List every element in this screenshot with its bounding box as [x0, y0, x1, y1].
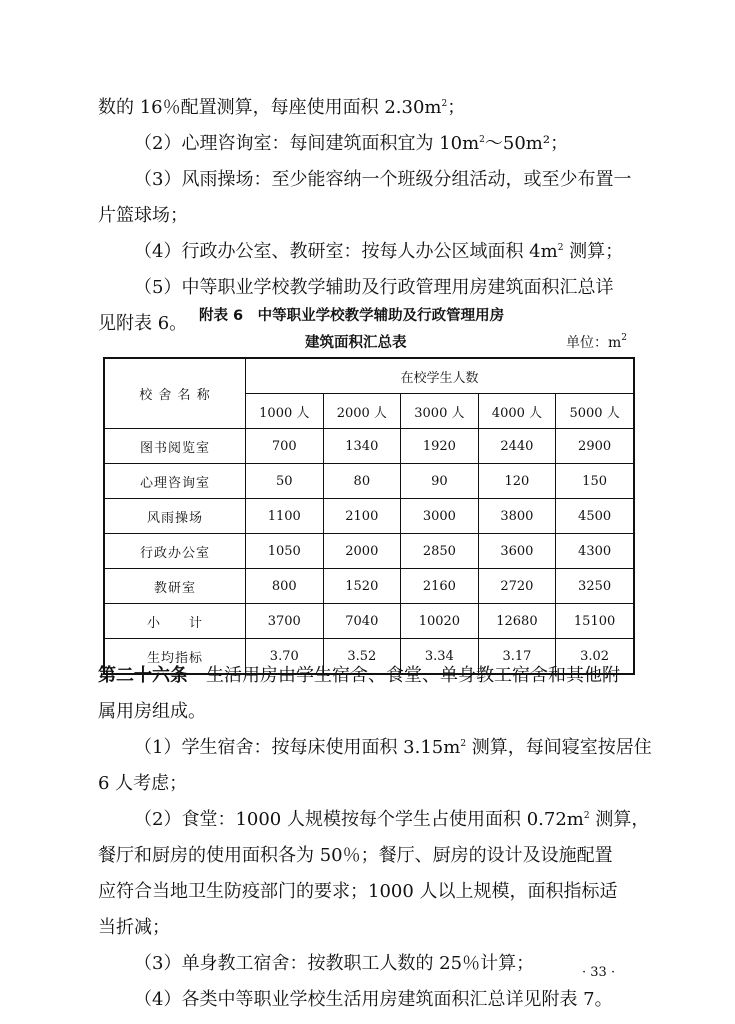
text-line: [134, 132, 568, 156]
table-cell: 4300: [556, 534, 634, 569]
table-cell: 3800: [478, 499, 556, 534]
text-line: （5）中等职业学校教学辅助及行政管理用房建筑面积汇总详: [134, 277, 614, 298]
text-line: [134, 736, 652, 760]
table-cell: 2440: [478, 429, 556, 464]
table-cell: 3.70: [246, 639, 324, 675]
superscript: 2: [479, 135, 485, 145]
superscript: 2: [441, 99, 448, 109]
table-cell: 15100: [556, 604, 634, 639]
table-cell: 2100: [323, 499, 401, 534]
line-text: 测算，每间寝室按居住: [466, 737, 652, 758]
line-text: 测算；: [563, 241, 624, 262]
line-text: 测算，: [589, 809, 650, 830]
article-text: 生活用房由学生宿舍、食堂、单身教工宿舍和其他附: [188, 665, 620, 686]
table-cell: 7040: [323, 604, 401, 639]
row-name: 教研室: [104, 569, 246, 604]
table-cell: 120: [478, 464, 556, 499]
table-cell: 1050: [246, 534, 324, 569]
row-name: 风雨操场: [104, 499, 246, 534]
superscript: 2: [621, 333, 628, 343]
page-number: · 33 ·: [582, 965, 616, 980]
table-cell: 2720: [478, 569, 556, 604]
table-cell: 12680: [478, 604, 556, 639]
row-name: 图书阅览室: [104, 429, 246, 464]
table-cell: 3000: [401, 499, 479, 534]
text-line: [134, 240, 623, 264]
column-header: 1000 人: [246, 394, 324, 429]
table-cell: 50: [246, 464, 324, 499]
table-cell: 150: [556, 464, 634, 499]
table-cell: 2160: [401, 569, 479, 604]
text-line: 见附表 6。: [98, 313, 188, 334]
row-name: 心理咨询室: [104, 464, 246, 499]
text-line: [134, 808, 649, 832]
superscript: 2: [583, 811, 590, 821]
table-cell: 1100: [246, 499, 324, 534]
table-row: [104, 534, 634, 569]
line-text: （2）心理咨询室：每间建筑面积宜为 10m: [134, 133, 480, 154]
text-line: （3）单身教工宿舍：按教职工人数的 25％计算；: [134, 953, 535, 974]
table-cell: 80: [323, 464, 401, 499]
line-text: （2）食堂：1000 人规模按每个学生占使用面积 0.72m: [134, 809, 584, 830]
unit-text: 单位：m: [566, 335, 622, 351]
table-cell: 1520: [323, 569, 401, 604]
column-header: 5000 人: [556, 394, 634, 429]
column-header: 4000 人: [478, 394, 556, 429]
text-line: （3）风雨操场：至少能容纳一个班级分组活动，或至少布置一: [134, 169, 632, 190]
text-line: 餐厅和厨房的使用面积各为 50％；餐厅、厨房的设计及设施配置: [98, 845, 613, 866]
corner-header: 校 舍 名 称: [104, 358, 246, 429]
row-name: 行政办公室: [104, 534, 246, 569]
table-cell: 2850: [401, 534, 479, 569]
table-cell: 1340: [323, 429, 401, 464]
line-text: （1）学生宿舍：按每床使用面积 3.15m: [134, 737, 461, 758]
table-cell: 1920: [401, 429, 479, 464]
line-text: ～50m²；: [484, 133, 569, 154]
table-cell: 700: [246, 429, 324, 464]
table-caption-line2: 建筑面积汇总表: [305, 335, 407, 351]
text-line: 应符合当地卫生防疫部门的要求；1000 人以上规模，面积指标适: [98, 881, 618, 902]
table-unit: [566, 333, 627, 353]
table-caption-line1: 附表 6 中等职业学校教学辅助及行政管理用房: [199, 308, 505, 324]
line-text: （4）行政办公室、教研室：按每人办公区域面积 4m: [134, 241, 558, 262]
table-row: [104, 429, 634, 464]
area-summary-table: [103, 357, 635, 675]
table-cell: 3.17: [478, 639, 556, 675]
table-header-row: [104, 358, 634, 394]
table-cell: 3.34: [401, 639, 479, 675]
text-line: 片篮球场；: [98, 205, 188, 226]
table-row: [104, 499, 634, 534]
superscript: 2: [557, 243, 564, 253]
table-cell: 3600: [478, 534, 556, 569]
table-cell: 10020: [401, 604, 479, 639]
table-row: [104, 464, 634, 499]
line-text: ；: [447, 97, 466, 118]
group-header: 在校学生人数: [246, 358, 635, 394]
table-cell: 4500: [556, 499, 634, 534]
table-cell: 3700: [246, 604, 324, 639]
article-number: 第二十六条: [98, 665, 188, 686]
table-cell: 800: [246, 569, 324, 604]
table-row: [104, 604, 634, 639]
text-line: 当折减；: [98, 917, 170, 938]
table-cell: 90: [401, 464, 479, 499]
row-name: 生均指标: [104, 639, 246, 675]
line-text: 数的 16％配置测算，每座使用面积 2.30m: [98, 97, 442, 118]
superscript: 2: [460, 739, 467, 749]
table-cell: 3.02: [556, 639, 634, 675]
text-line: 6 人考虑；: [98, 773, 188, 794]
row-name: 小 计: [104, 604, 246, 639]
table-cell: 3250: [556, 569, 634, 604]
article-heading-line: [98, 664, 620, 688]
table-cell: 3.52: [323, 639, 401, 675]
column-header: 2000 人: [323, 394, 401, 429]
text-line: 属用房组成。: [98, 701, 206, 722]
text-line: （4）各类中等职业学校生活用房建筑面积汇总详见附表 7。: [134, 989, 613, 1010]
column-header: 3000 人: [401, 394, 479, 429]
text-line: [98, 96, 465, 120]
table-cell: 2900: [556, 429, 634, 464]
table-cell: 2000: [323, 534, 401, 569]
table-row: [104, 569, 634, 604]
